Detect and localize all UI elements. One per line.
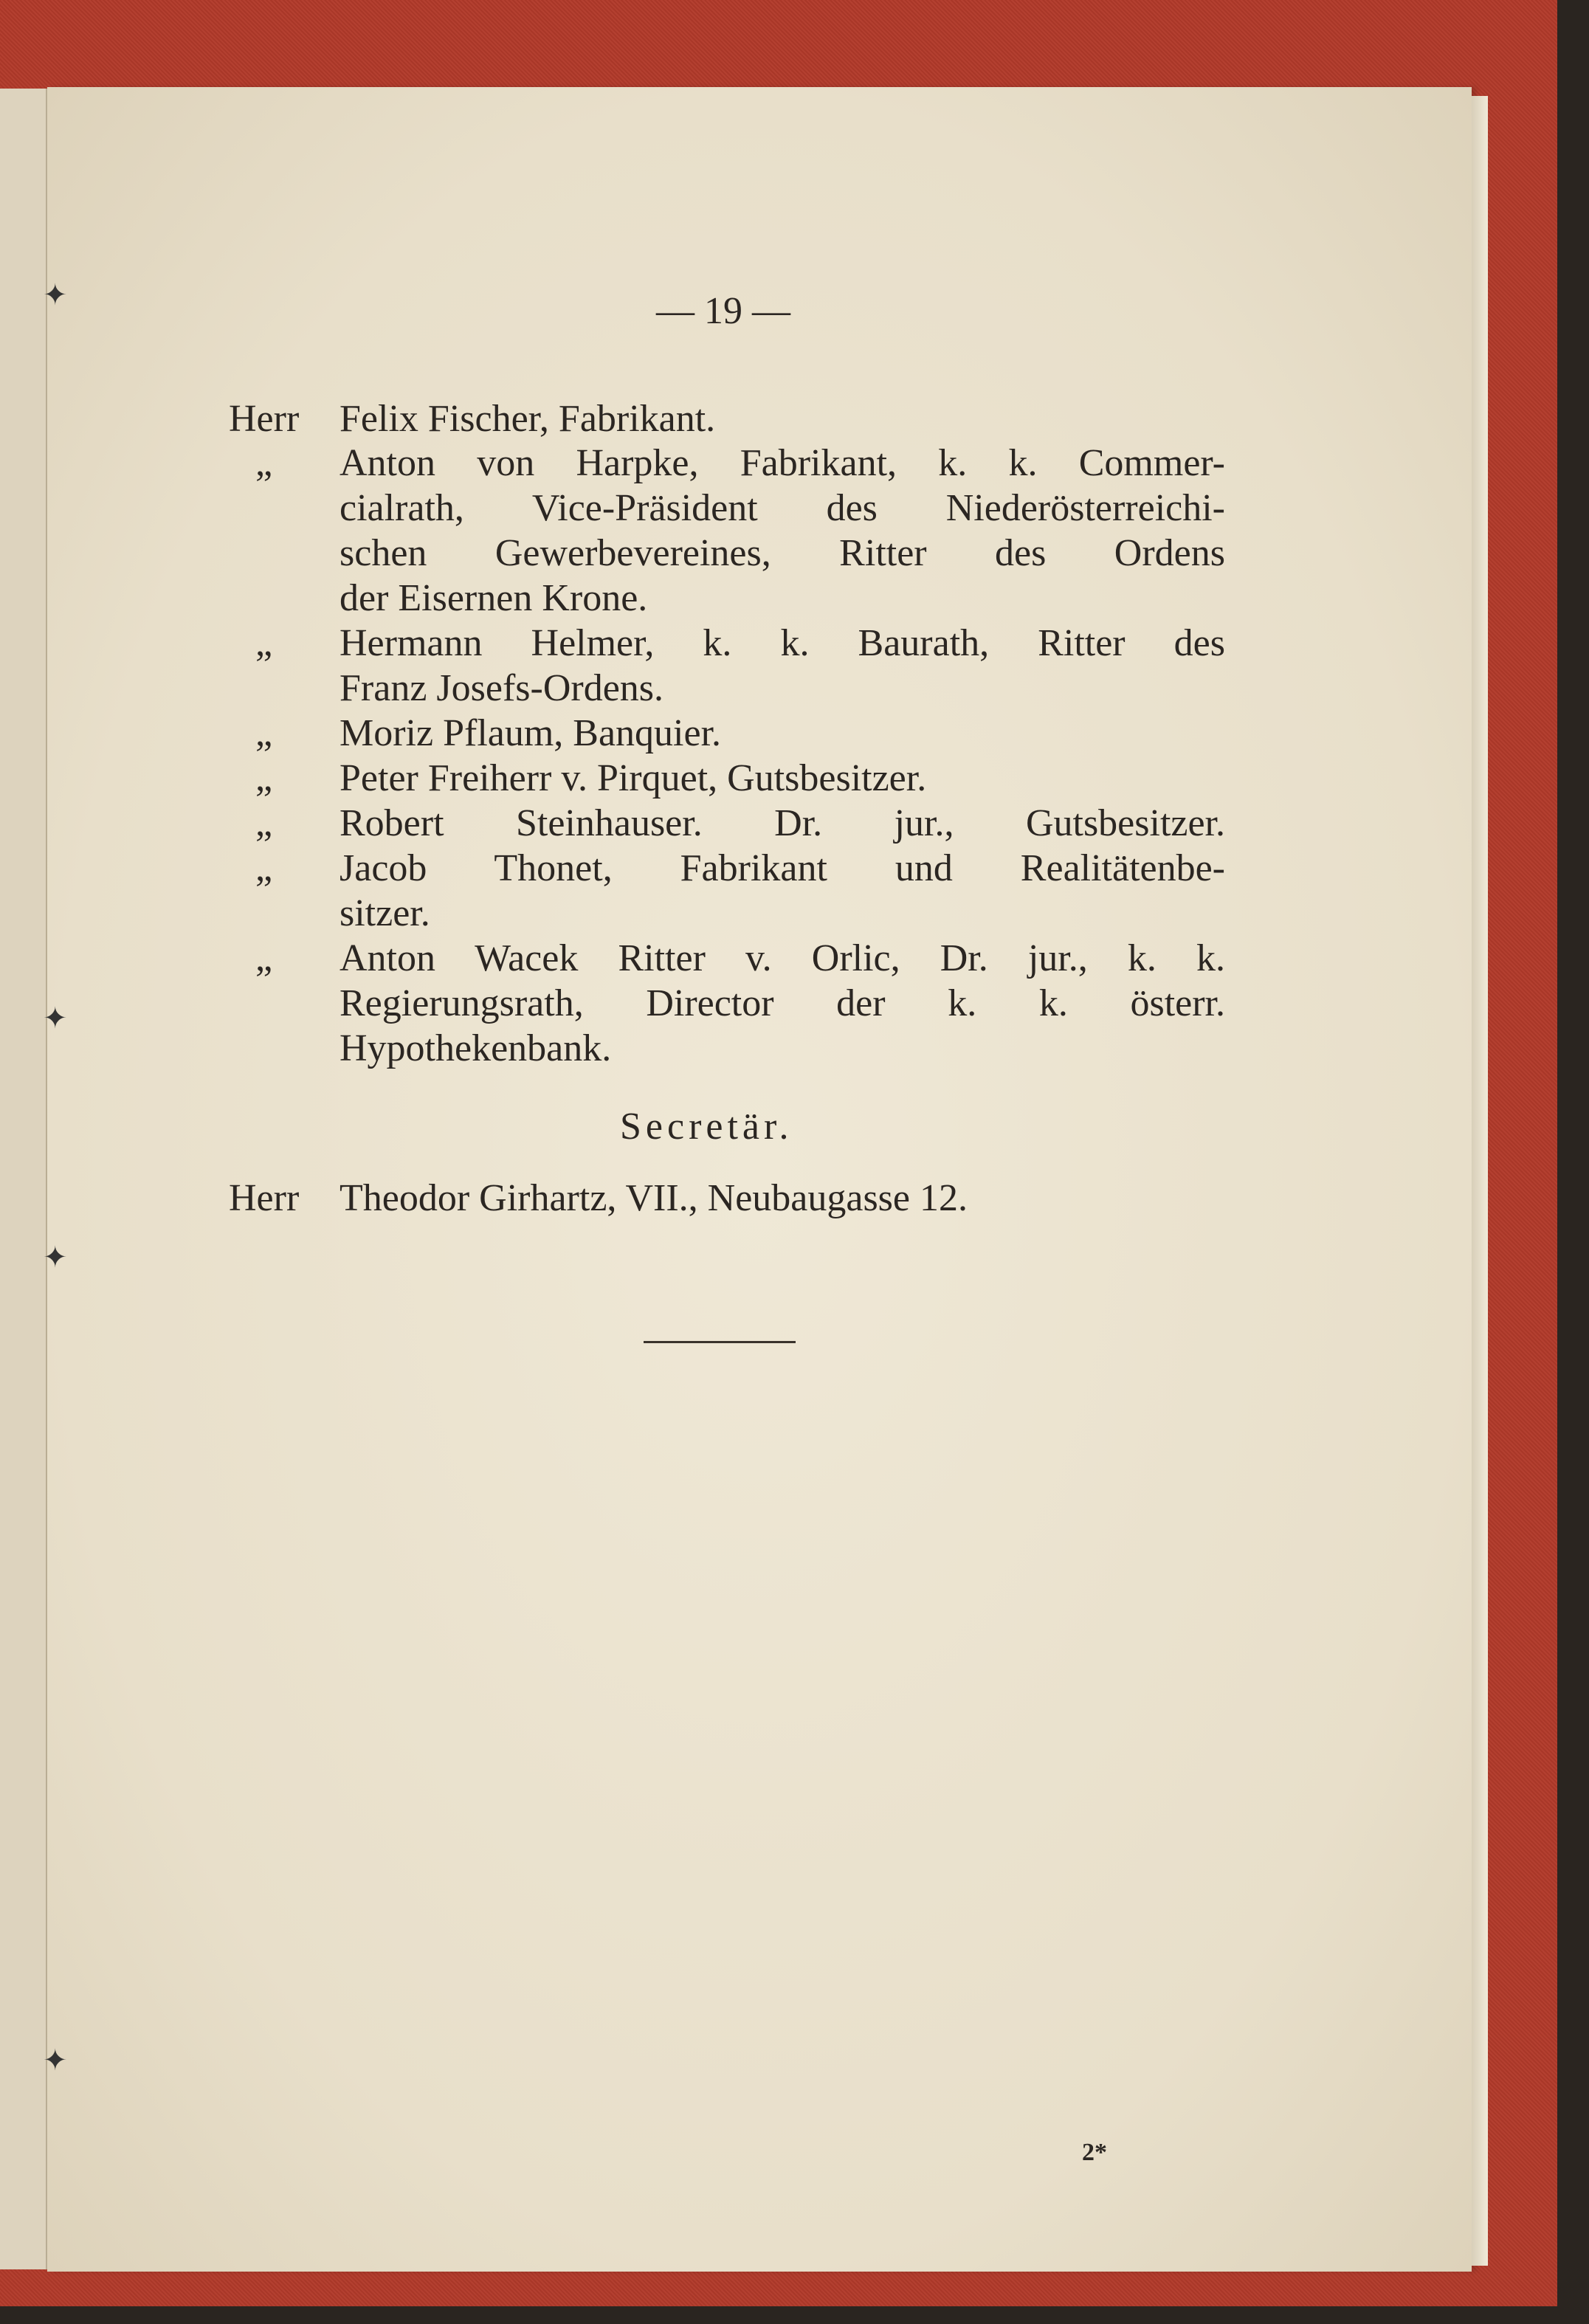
entry-line: cialrath, Vice-Präsident des Niederösterreichi- [339, 487, 1225, 529]
entry-line: Peter Freiherr v. Pirquet, Gutsbesitzer. [339, 757, 927, 799]
entry-line: der Eisernen Krone. [339, 577, 648, 619]
entry-line: Franz Josefs-Ordens. [339, 667, 664, 709]
entry-line: Regierungsrath, Director der k. k. österr. [339, 982, 1225, 1024]
ditto-mark: „ [255, 712, 273, 754]
ditto-mark: „ [255, 847, 273, 889]
ditto-mark: „ [255, 757, 273, 799]
entry-line: schen Gewerbevereines, Ritter des Ordens [339, 532, 1225, 574]
entry-line: Jacob Thonet, Fabrikant und Realitätenbe- [339, 847, 1225, 889]
entry-line: Robert Steinhauser. Dr. jur., Gutsbesitzer. [339, 802, 1225, 844]
entry-line: sitzer. [339, 892, 430, 934]
entry-line: Hermann Helmer, k. k. Baurath, Ritter des [339, 622, 1225, 664]
entry-prefix: Herr [229, 398, 300, 440]
entry-prefix: Herr [229, 1177, 300, 1219]
binding-thread-mark: ✦ [43, 1001, 68, 1035]
section-heading-secretary: Secretär. [620, 1106, 793, 1148]
entry-line: Theodor Girhartz, VII., Neubaugasse 12. [339, 1177, 968, 1219]
entry-line: Moriz Pflaum, Banquier. [339, 712, 722, 754]
ditto-mark: „ [255, 442, 273, 484]
page-stack-edge [1472, 96, 1488, 2266]
signature-mark: 2* [1082, 2139, 1107, 2166]
binding-thread-mark: ✦ [43, 278, 68, 311]
ditto-mark: „ [255, 937, 273, 979]
ditto-mark: „ [255, 802, 273, 844]
entry-line: Felix Fischer, Fabrikant. [339, 398, 716, 440]
previous-page-edge [0, 89, 48, 2269]
entry-line: Anton von Harpke, Fabrikant, k. k. Commer- [339, 442, 1225, 484]
ditto-mark: „ [255, 622, 273, 664]
entry-line: Anton Wacek Ritter v. Orlic, Dr. jur., k. k. [339, 937, 1225, 979]
entry-line: Hypothekenbank. [339, 1027, 612, 1069]
page-number: — 19 — [656, 290, 790, 332]
section-divider [644, 1341, 796, 1343]
binding-thread-mark: ✦ [43, 2044, 68, 2077]
binding-thread-mark: ✦ [43, 1241, 68, 1274]
